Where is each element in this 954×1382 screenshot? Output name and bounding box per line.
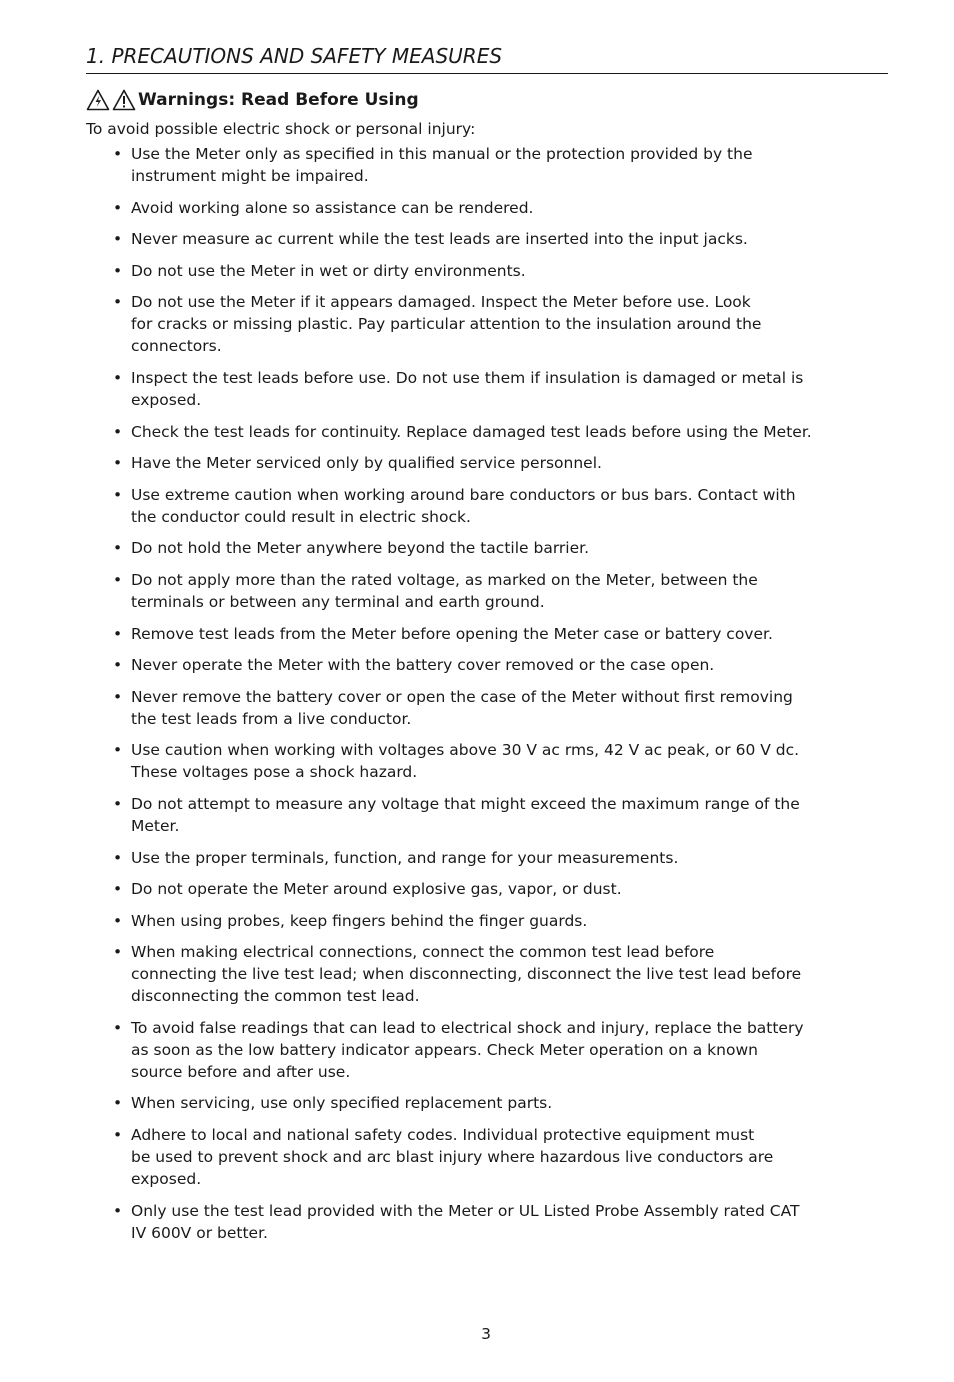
bullet-glyph: •	[113, 848, 123, 867]
list-item	[86, 260, 888, 282]
list-item	[86, 1092, 888, 1114]
page-number: 3	[481, 1325, 491, 1343]
warning-triangle-icon	[86, 89, 110, 111]
list-item	[86, 228, 888, 250]
bullet-glyph: •	[113, 368, 123, 387]
list-item-line: terminals or between any terminal and earth ground.	[131, 592, 545, 611]
bullet-glyph: •	[113, 539, 123, 558]
list-item-line: connectors.	[131, 337, 222, 356]
bullet-glyph: •	[113, 656, 123, 675]
bullet-glyph: •	[113, 1201, 123, 1220]
bullet-glyph: •	[113, 230, 123, 249]
bullet-glyph: •	[113, 943, 123, 962]
list-item-line: source before and after use.	[131, 1062, 351, 1081]
list-item-line: Do not operate the Meter around explosive gas, vapor, or dust.	[131, 880, 622, 899]
list-item-line: the test leads from a live conductor.	[131, 709, 412, 728]
list-item	[86, 878, 888, 900]
list-item	[86, 1200, 888, 1244]
list-item-line: IV 600V or better.	[131, 1223, 268, 1242]
list-item-line: Inspect the test leads before use. Do not use them if insulation is damaged or metal is	[131, 368, 804, 387]
list-item-line: connecting the live test lead; when disconnecting, disconnect the live test lead before	[131, 965, 802, 984]
list-item-line: be used to prevent shock and arc blast injury where hazardous live conductors are	[131, 1148, 774, 1167]
page-content	[86, 42, 888, 1253]
list-item-line: Have the Meter serviced only by qualified service personnel.	[131, 454, 602, 473]
warning-bullet-list	[86, 143, 888, 1244]
list-item-line: When using probes, keep fingers behind the finger guards.	[131, 911, 588, 930]
list-item-line: Do not apply more than the rated voltage, as marked on the Meter, between the	[131, 570, 758, 589]
list-item-line: Use the Meter only as specified in this manual or the protection provided by the	[131, 145, 753, 163]
list-item-line: Adhere to local and national safety codes. Individual protective equipment must	[131, 1126, 755, 1145]
list-item-line: as soon as the low battery indicator appears. Check Meter operation on a known	[131, 1040, 758, 1059]
list-item	[86, 793, 888, 837]
list-item	[86, 484, 888, 528]
bullet-glyph: •	[113, 145, 123, 163]
list-item-line: Never remove the battery cover or open the case of the Meter without first removing	[131, 687, 793, 706]
bullet-glyph: •	[113, 1126, 123, 1145]
list-item-line: Do not use the Meter in wet or dirty environments.	[131, 261, 526, 280]
list-item	[86, 367, 888, 411]
list-item	[86, 143, 888, 187]
list-item-line: disconnecting the common test lead.	[131, 987, 420, 1006]
list-item-line: Check the test leads for continuity. Replace damaged test leads before using the Meter.	[131, 422, 812, 441]
list-item	[86, 686, 888, 730]
list-item-line: These voltages pose a shock hazard.	[131, 763, 418, 782]
warning-triangle-icon	[112, 89, 136, 111]
list-item	[86, 537, 888, 559]
bullet-glyph: •	[113, 485, 123, 504]
bullet-glyph: •	[113, 261, 123, 280]
list-item	[86, 739, 888, 783]
list-item-line: exposed.	[131, 390, 202, 409]
list-item	[86, 847, 888, 869]
bullet-glyph: •	[113, 794, 123, 813]
list-item	[86, 654, 888, 676]
list-item-line: the conductor could result in electric shock.	[131, 507, 471, 526]
list-item	[86, 941, 888, 1007]
list-item-line: Do not hold the Meter anywhere beyond the tactile barrier.	[131, 539, 590, 558]
bullet-glyph: •	[113, 293, 123, 312]
list-item	[86, 421, 888, 443]
bullet-glyph: •	[113, 1094, 123, 1113]
warning-heading-text: Warnings: Read Before Using	[138, 90, 419, 110]
bullet-glyph: •	[113, 741, 123, 760]
list-item	[86, 452, 888, 474]
list-item-line: Only use the test lead provided with the Meter or UL Listed Probe Assembly rated CAT	[131, 1201, 800, 1220]
list-item-line: instrument might be impaired.	[131, 167, 369, 185]
list-item-line: Do not use the Meter if it appears damaged. Inspect the Meter before use. Look	[131, 293, 751, 312]
bullet-glyph: •	[113, 687, 123, 706]
list-item-line: Avoid working alone so assistance can be rendered.	[131, 198, 534, 217]
list-item	[86, 1017, 888, 1083]
list-item-line: Use caution when working with voltages above 30 V ac rms, 42 V ac peak, or 60 V dc.	[131, 741, 800, 760]
list-item	[86, 291, 888, 357]
list-item-line: Meter.	[131, 816, 180, 835]
list-item-line: exposed.	[131, 1170, 202, 1189]
bullet-glyph: •	[113, 454, 123, 473]
warning-intro: To avoid possible electric shock or personal injury:	[86, 120, 476, 138]
list-item-line: Use the proper terminals, function, and range for your measurements.	[131, 848, 679, 867]
list-item-line: To avoid false readings that can lead to electrical shock and injury, replace the battery	[131, 1018, 804, 1037]
list-item-line: When making electrical connections, connect the common test lead before	[131, 943, 715, 962]
section-title: 1. PRECAUTIONS AND SAFETY MEASURES	[86, 42, 888, 74]
bullet-glyph: •	[113, 570, 123, 589]
list-item-line: Remove test leads from the Meter before opening the Meter case or battery cover.	[131, 624, 773, 643]
bullet-glyph: •	[113, 624, 123, 643]
bullet-glyph: •	[113, 880, 123, 899]
bullet-glyph: •	[113, 911, 123, 930]
bullet-glyph: •	[113, 422, 123, 441]
list-item	[86, 197, 888, 219]
list-item-line: Never operate the Meter with the battery cover removed or the case open.	[131, 656, 715, 675]
list-item-line: Use extreme caution when working around bare conductors or bus bars. Contact with	[131, 485, 796, 504]
bullet-glyph: •	[113, 1018, 123, 1037]
warning-heading	[86, 88, 888, 112]
bullet-glyph: •	[113, 198, 123, 217]
list-item-line: for cracks or missing plastic. Pay particular attention to the insulation around the	[131, 315, 762, 334]
list-item	[86, 569, 888, 613]
list-item	[86, 1124, 888, 1190]
list-item-line: Do not attempt to measure any voltage that might exceed the maximum range of the	[131, 794, 800, 813]
list-item	[86, 623, 888, 645]
list-item	[86, 910, 888, 932]
list-item-line: Never measure ac current while the test leads are inserted into the input jacks.	[131, 230, 748, 249]
list-item-line: When servicing, use only specified replacement parts.	[131, 1094, 553, 1113]
